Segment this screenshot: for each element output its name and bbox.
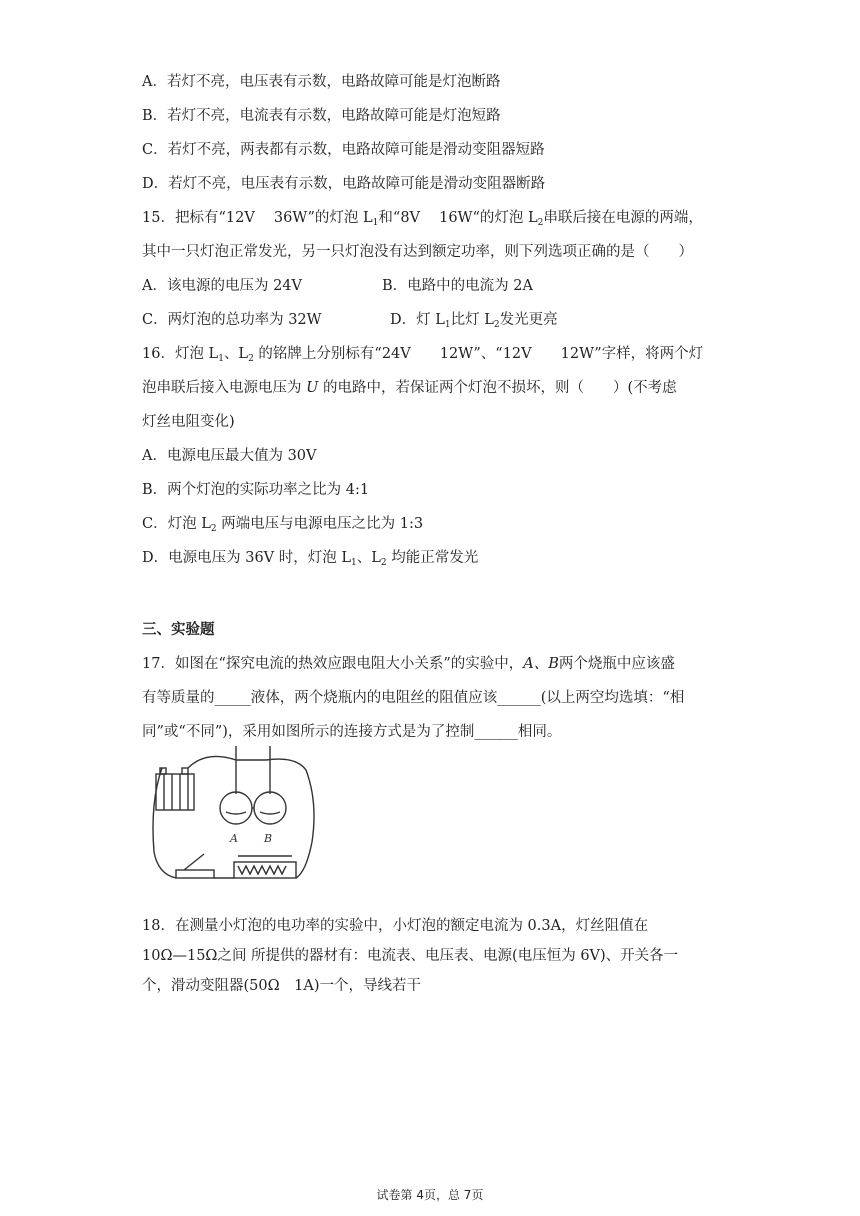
- q18-stem-line3: 个，滑动变阻器(50Ω 1A)一个，导线若干: [142, 978, 421, 994]
- q15-option-b: B．电路中的电流为 2A: [382, 278, 533, 294]
- q16-text: 16．灯泡 L: [142, 346, 219, 362]
- q16-text: 的电路中，若保证两个灯泡不损坏，则（ ）(不考虑: [318, 380, 677, 396]
- switch-icon: [176, 870, 214, 878]
- q14-option-d: D．若灯不亮，电压表有示数，电路故障可能是滑动变阻器断路: [142, 176, 546, 192]
- q17-stem-line2: 有等质量的_____液体，两个烧瓶内的电阻丝的阻值应该______(以上两空均选填：“相: [142, 690, 685, 706]
- q16-text: 的铭牌上分别标有“24V 12W”、“12V 12W”字样，将两个灯: [253, 346, 704, 362]
- subscript: 2: [380, 558, 387, 568]
- q16-text: 两端电压与电源电压之比为 1:3: [216, 516, 424, 532]
- subscript: 1: [351, 558, 357, 568]
- flask-b-icon: [254, 792, 286, 824]
- q18-stem-line1: 18．在测量小灯泡的电功率的实验中，小灯泡的额定电流为 0.3A，灯丝阻值在: [142, 918, 649, 934]
- circuit-figure: [146, 742, 322, 888]
- subscript: 2: [537, 218, 544, 228]
- q15-text: 发光更亮: [499, 312, 558, 328]
- page-footer: 试卷第 4页，总 7页: [376, 1188, 484, 1202]
- subscript: 1: [372, 218, 379, 228]
- variable-u: U: [306, 380, 319, 396]
- q15-stem-line2: 其中一只灯泡正常发光，另一只灯泡没有达到额定功率，则下列选项正确的是（ ）: [142, 244, 693, 260]
- q16-text: 、L: [356, 550, 381, 566]
- flask-b-label: B: [264, 832, 273, 845]
- q15-option-a: A．该电源的电压为 24V: [142, 278, 303, 294]
- circuit-diagram: [146, 742, 322, 888]
- q16-option-a: A．电源电压最大值为 30V: [142, 448, 317, 464]
- q15-option-d: [390, 310, 558, 330]
- q14-option-a: A．若灯不亮，电压表有示数，电路故障可能是灯泡断路: [142, 74, 501, 90]
- subscript: 2: [493, 320, 500, 330]
- q14-option-c: C．若灯不亮，两表都有示数，电路故障可能是滑动变阻器短路: [142, 142, 545, 158]
- q17-stem-line1: [142, 654, 675, 674]
- flask-a-label: A: [230, 832, 238, 845]
- q17-text: 两个烧瓶中应该盛: [558, 656, 675, 672]
- q16-option-d: [142, 548, 478, 568]
- q15-text: 和“8V 16W“的灯泡 L: [378, 210, 538, 226]
- q16-text: 、L: [223, 346, 249, 362]
- q16-text: D．电源电压为 36V 时，灯泡 L: [142, 550, 352, 566]
- q15-text: D．灯 L: [390, 312, 445, 328]
- subscript: 2: [210, 524, 217, 534]
- q15-text: 串联后接在电源的两端，: [543, 210, 703, 226]
- q16-option-b: B．两个灯泡的实际功率之比为 4:1: [142, 482, 370, 498]
- subscript: 1: [218, 354, 224, 364]
- q18-stem-line2: 10Ω—15Ω之间 所提供的器材有：电流表、电压表、电源(电压恒为 6V)、开关各一: [142, 948, 679, 964]
- subscript: 1: [444, 320, 451, 330]
- q16-text: 均能正常发光: [386, 550, 479, 566]
- q16-stem-line2: [142, 378, 677, 398]
- q16-stem-line3: 灯丝电阻变化): [142, 414, 235, 430]
- q16-text: 泡串联后接入电源电压为: [142, 380, 307, 396]
- q15-stem-line1: [142, 208, 703, 228]
- q16-option-c: [142, 514, 423, 534]
- subscript: 2: [248, 354, 254, 364]
- q15-text: 比灯 L: [450, 312, 494, 328]
- q15-option-c: C．两灯泡的总功率为 32W: [142, 312, 322, 328]
- q16-stem-line1: [142, 344, 703, 364]
- flask-labels: A、B: [523, 656, 559, 672]
- flask-a-icon: [220, 792, 252, 824]
- q15-text: 15．把标有“12V 36W”的灯泡 L: [142, 210, 373, 226]
- q17-stem-line3: 同”或“不同”)，采用如图所示的连接方式是为了控制______相同。: [142, 724, 562, 740]
- section-heading: 三、实验题: [142, 622, 215, 638]
- q16-text: C．灯泡 L: [142, 516, 211, 532]
- q17-text: 17．如图在“探究电流的热效应跟电阻大小关系”的实验中，: [142, 656, 524, 672]
- q14-option-b: B．若灯不亮，电流表有示数，电路故障可能是灯泡短路: [142, 108, 501, 124]
